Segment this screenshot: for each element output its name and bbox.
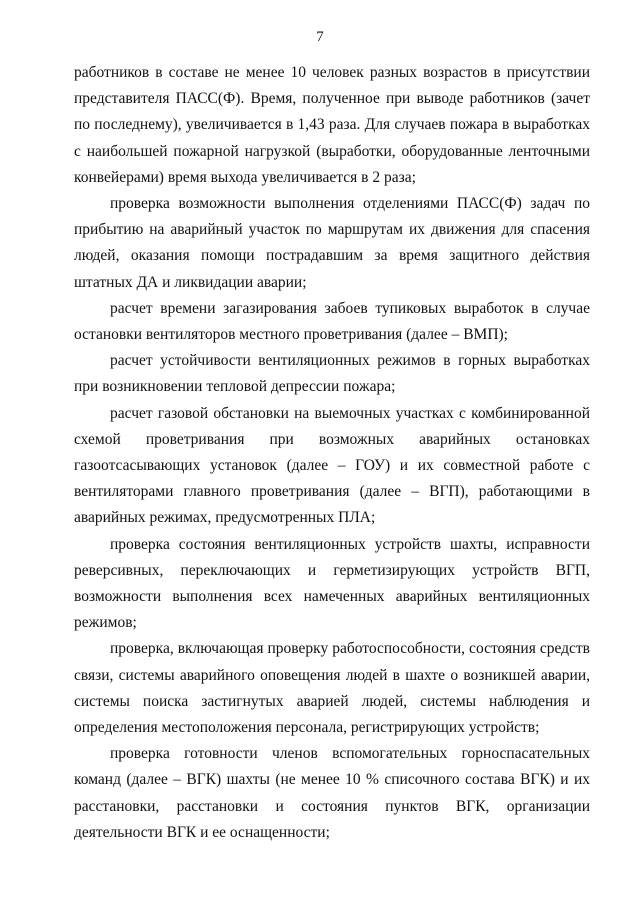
page-number: 7: [316, 29, 324, 45]
paragraph-vmp-calculation: расчет времени загазирования забоев тупиковых выработок в случае остановки вентиляторов местного проветривания (далее – ВМП);: [74, 299, 590, 344]
paragraph-communication-systems: проверка, включающая проверку работоспособности, состояния средств связи, системы аварийного оповещения людей в шахте о возникшей аварии, системы поиска застигнутых аварией людей, системы наблюдения и определения местоположения персонала, регистрирующих устройств;: [74, 640, 590, 737]
paragraph-ventilation-devices: проверка состояния вентиляционных устройств шахты, исправности реверсивных, переключающих и герметизирующих устройств ВГП, возможности выполнения всех намеченных аварийных вентиляционных режимов;: [74, 535, 590, 632]
paragraph-vgk-readiness: проверка готовности членов вспомогательных горноспасательных команд (далее – ВГК) шахты (не менее 10 % списочного состава ВГК) и их расстановки, расстановки и состояния пунктов ВГК, организации деятельности ВГК и ее оснащенности;: [74, 745, 590, 841]
paragraph-thermal-depression: расчет устойчивости вентиляционных режимов в горных выработках при возникновении тепловой депрессии пожара;: [74, 352, 590, 396]
paragraph-pass-check: проверка возможности выполнения отделениями ПАСС(Ф) задач по прибытию на аварийный участок по маршрутам их движения для спасения людей, оказания помощи пострадавшим за время защитного действия штатных ДА и ликвидации аварии;: [74, 195, 590, 291]
paragraph-continuation: работников в составе не менее 10 человек разных возрастов в присутствии представителя ПАСС(Ф). Время, полученное при выводе работников (зачет по последнему), увеличивается в 1,43 раза. Для случаев пожара в выработках с наибольшей пожарной нагрузкой (выработки, оборудованные ленточными конвейерами) время выхода увеличивается в 2 раза;: [74, 64, 590, 186]
paragraph-gas-situation: расчет газовой обстановки на выемочных участках с комбинированной схемой проветривания при возможных аварийных остановках газоотсасывающих установок (далее – ГОУ) и их совместной работе с вентиляторами главного проветривания (далее – ВГП), работающими в аварийных режимах, предусмотренных ПЛА;: [74, 404, 590, 527]
document-body: [74, 60, 590, 846]
